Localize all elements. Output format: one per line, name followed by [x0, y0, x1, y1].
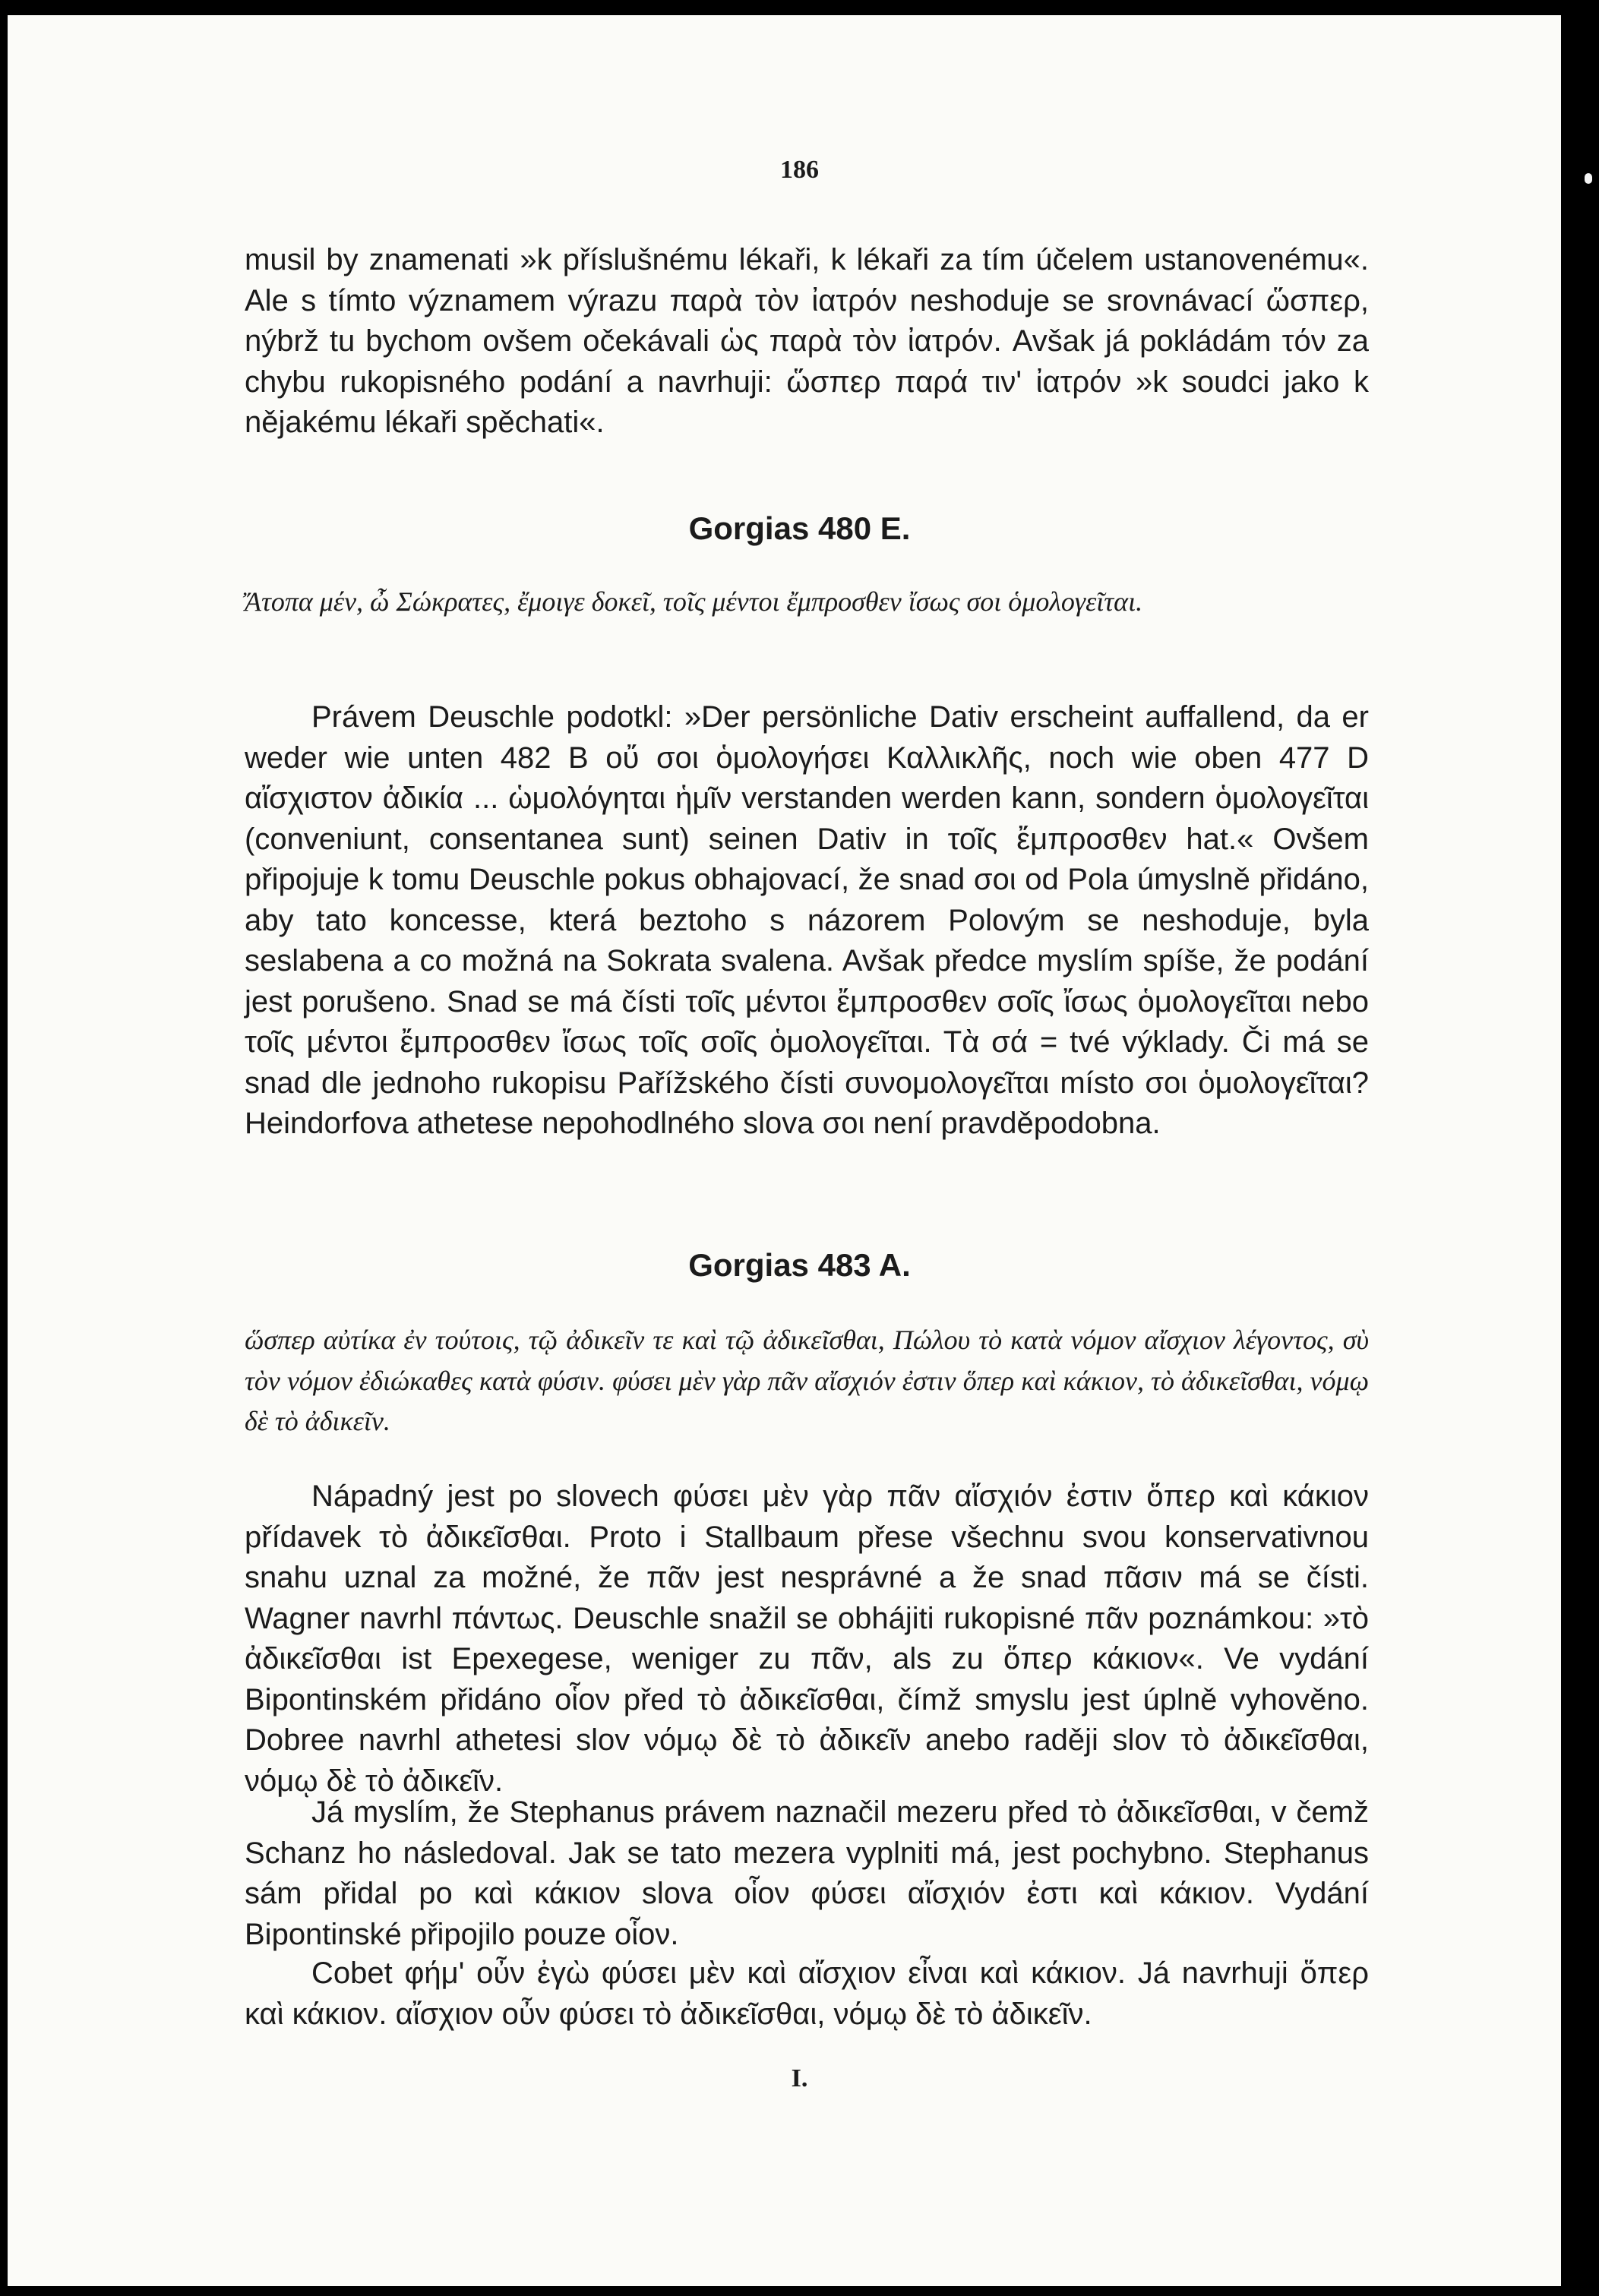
- paragraph-2: Právem Deuschle podotkl: »Der persönliche Dativ erscheint auffallend, da er weder wie unten 482 B οὔ σοι ὁμολογήσει Καλλικλῆς, noch wie oben 477 D αἴσχιστον ἀδικία ... ὡμολόγηται ἡμῖν verstanden werden kann, sondern ὁμολογεῖται (conveniunt, consentanea sunt) seinen Dativ in τοῖς ἔμπροσθεν hat.« Ovšem připojuje k tomu Deuschle pokus obhajovací, že snad σοι od Pola úmyslně přidáno, aby tato koncesse, která beztoho s názorem Polovým se neshoduje, byla seslabena a co možná na Sokrata svalena. Avšak předce myslím spíše, že podání jest porušeno. Snad se má čísti τοῖς μέντοι ἔμπροσθεν σοῖς ἴσως ὁμολογεῖται nebo τοῖς μέντοι ἔμπροσθεν ἴσως τοῖς σοῖς ὁμολογεῖται. Τὰ σά = tvé výklady. Či má se snad dle jednoho rukopisu Pařížského čísti συνομολογεῖται místo σοι ὁμολογεῖται? Heindorfova athetese nepohodlného slova σοι není pravděpodobna.: [245, 700, 1369, 1140]
- heading-gorgias-483a: Gorgias 483 A.: [688, 1247, 911, 1283]
- quote-1-block: [245, 582, 1369, 623]
- paragraph-4-block: [245, 1792, 1369, 1955]
- quote-2-block: [245, 1320, 1369, 1442]
- paragraph-4: Já myslím, že Stephanus právem naznačil mezeru před τὸ ἀδικεῖσθαι, v čemž Schanz ho následoval. Jak se tato mezera vyplniti má, jest pochybno. Stephanus sám přidal po καὶ κάκιον slova οἷον φύσει αἴσχιόν ἐστι καὶ κάκιον. Vydání Bipontinské připojilo pouze οἷον.: [245, 1795, 1369, 1951]
- paragraph-1: musil by znamenati »k příslušnému lékaři, k lékaři za tím účelem ustanovenému«. Ale s tímto významem výrazu παρὰ τὸν ἰατρόν neshoduje se srovnávací ὥσπερ, nýbrž tu bychom ovšem očekávali ὡς παρὰ τὸν ἰατρόν. Avšak já pokládám τόν za chybu rukopisného podání a navrhuji: ὥσπερ παρά τιν' ἰατρόν »k soudci jako k nějakému lékaři spěchati«.: [245, 243, 1369, 439]
- paragraph-5-block: [245, 1953, 1369, 2035]
- paragraph-3: Nápadný jest po slovech φύσει μὲν γὰρ πᾶν αἴσχιόν ἐστιν ὅπερ καὶ κάκιον přídavek τὸ ἀδικεῖσθαι. Proto i Stallbaum přese všechnu svou konservativnou snahu uznal za možné, že πᾶν jest nesprávné a že snad πᾶσιν má se čísti. Wagner navrhl πάντως. Deuschle snažil se obhájiti rukopisné πᾶν poznámkou: »τὸ ἀδικεῖσθαι ist Epexegese, weniger zu πᾶν, als zu ὅπερ κάκιον«. Ve vydání Bipontinském přidáno οἷον před τὸ ἀδικεῖσθαι, čímž smyslu jest úplně vyhověno. Dobree navrhl athetesi slov νόμῳ δὲ τὸ ἀδικεῖν anebo raději slov τὸ ἀδικεῖσθαι, νόμῳ δὲ τὸ ἀδικεῖν.: [245, 1480, 1369, 1798]
- paragraph-3-block: [245, 1476, 1369, 1802]
- greek-quote-2: ὥσπερ αὐτίκα ἐν τούτοις, τῷ ἀδικεῖν τε καὶ τῷ ἀδικεῖσθαι, Πώλου τὸ κατὰ νόμον αἴσχιον λέγοντος, σὺ τὸν νόμον ἐδιώκαθες κατὰ φύσιν. φύσει μὲν γὰρ πᾶν αἴσχιόν ἐστιν ὅπερ καὶ κάκιον, τὸ ἀδικεῖσθαι, νόμῳ δὲ τὸ ἀδικεῖν.: [245, 1325, 1369, 1436]
- heading-gorgias-480e: Gorgias 480 E.: [688, 510, 911, 546]
- signature-initial: I.: [791, 2064, 808, 2092]
- greek-quote-1: Ἄτοπα μέν, ὦ Σώκρατες, ἔμοιγε δοκεῖ, τοῖς μέντοι ἔμπροσθεν ἴσως σοι ὁμολογεῖται.: [245, 586, 1143, 617]
- paragraph-5: Cobet φήμ' οὖν ἐγὼ φύσει μὲν καὶ αἴσχιον εἶναι καὶ κάκιον. Já navrhuji ὅπερ καὶ κάκιον. αἴσχιον οὖν φύσει τὸ ἀδικεῖσθαι, νόμῳ δὲ τὸ ἀδικεῖν.: [245, 1956, 1369, 2031]
- paragraph-1-block: [245, 240, 1369, 444]
- page-number: 186: [780, 156, 819, 184]
- paragraph-2-block: [245, 697, 1369, 1145]
